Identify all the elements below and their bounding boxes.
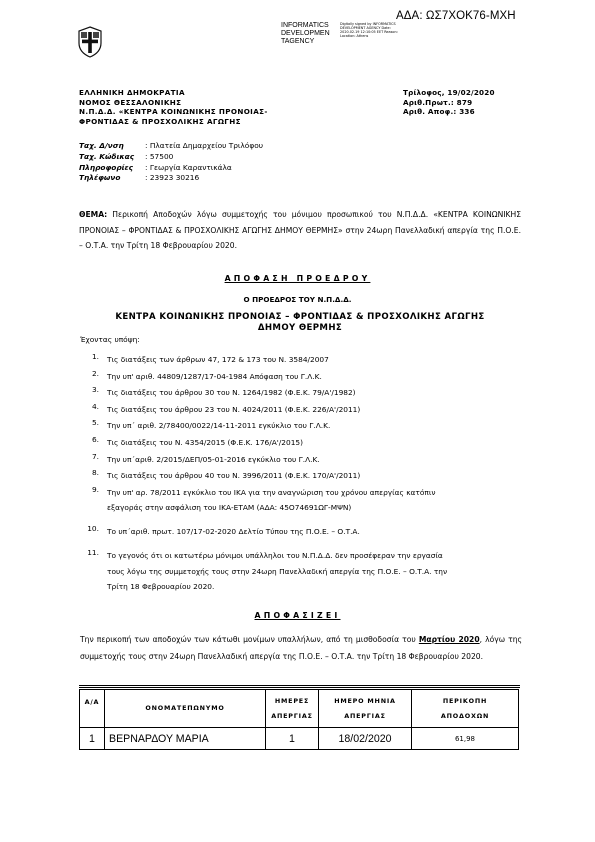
list-item: [80, 418, 525, 434]
payroll-month: Μαρτίου 2020: [418, 635, 480, 644]
list-item: [80, 524, 525, 540]
decides-title: ΑΠΟΦΑΣΙΖΕΙ: [254, 611, 341, 620]
list-number: 8.: [91, 468, 99, 478]
header-line: Ν.Π.Δ.Δ. «ΚΕΝΤΡΑ ΚΟΙΝΩΝΙΚΗΣ ΠΡΟΝΟΙΑΣ-: [79, 107, 268, 117]
cell-name: ΒΕΡΝΑΡΔΟΥ ΜΑΡΙΑ: [105, 728, 266, 750]
subject-paragraph: [79, 207, 521, 254]
list-item: [80, 369, 525, 385]
ada-code: ΑΔΑ: ΩΣ7ΧΟΚ76-ΜΧΗ: [396, 10, 516, 22]
president-title: Ο ΠΡΟΕΔΡΟΣ ΤΟΥ Ν.Π.Δ.Δ.: [243, 295, 352, 304]
contact-label: Ταχ. Κώδικας: [79, 151, 135, 161]
digital-signature-details: Digitally signed by INFORMATICS DEVELOPMENT AGENCY Date: 2020.02.19 12:10:05 EET Reason: Location: Athens: [340, 22, 398, 38]
list-item: [80, 385, 525, 401]
cell-aa: 1: [80, 728, 105, 750]
subject-label: ΘΕΜΑ:: [79, 210, 108, 219]
list-number: 1.: [91, 352, 99, 361]
signature-line: DEVELOPMEN: [281, 30, 330, 38]
header-line: ΕΛΛΗΝΙΚΗ ΔΗΜΟΚΡΑΤΙΑ: [79, 88, 185, 97]
organization-line: ΔΗΜΟΥ ΘΕΡΜΗΣ: [257, 322, 343, 333]
organization-title: [90, 312, 510, 333]
contact-value: : 23923 30216: [145, 173, 200, 183]
list-item: [80, 352, 525, 368]
col-header-aa: Α/Α: [80, 690, 105, 728]
cell-days: 1: [266, 728, 319, 750]
list-text: Τις διατάξεις του Ν. 4354/2015 (Φ.Ε.Κ. 176/Α'/2015): [107, 438, 303, 447]
decision-title: ΑΠΟΦΑΣΗ ΠΡΟΕΔΡΟΥ: [224, 274, 371, 283]
col-header-date: [319, 690, 412, 728]
decision-paragraph: [80, 631, 522, 665]
table-header-row: [80, 690, 519, 728]
greek-emblem-icon: [77, 26, 103, 58]
decision-text: Την περικοπή των αποδοχών των κάτωθι μονίμων υπαλλήλων, από τη μισθοδοσία του: [80, 635, 419, 644]
header-line: ΠΕΡΙΚΟΠΗ: [442, 696, 488, 705]
list-number: 9.: [91, 484, 99, 494]
list-number: 6.: [91, 435, 99, 444]
decision-text: , λόγω της συμμετοχής τους στην 24ωρη Πανελλαδική απεργία της Π.Ο.Ε. – Ο.Τ.Α. την Τρίτη 18 Φεβρουαρίου 2020.: [80, 635, 523, 661]
table-top-rule: [79, 685, 520, 688]
list-text: τους λόγω της συμμετοχής τους στην 24ωρη Πανελλαδική απεργία της Π.Ο.Ε. – Ο.Τ.Α. την: [107, 566, 448, 576]
list-text: Τρίτη 18 Φεβρουαρίου 2020.: [107, 582, 215, 592]
list-text: Την υπ΄αριθ. 2/2015/ΔΕΠ/05-01-2016 εγκύκλιο του Γ.Λ.Κ.: [107, 454, 320, 464]
header-line: ΗΜΕΡΕΣ: [274, 696, 310, 705]
list-text: Την υπ' αριθ. 44809/1287/17-04-1984 Απόφαση του Γ.Λ.Κ.: [107, 371, 322, 381]
deduction-table: [79, 689, 519, 750]
header-line: ΗΜΕΡΟ ΜΗΝΙΑ: [334, 696, 396, 705]
considering-label: Έχοντας υπόψη:: [80, 335, 140, 344]
list-item: [80, 452, 525, 468]
contact-value: : Γεωργία Καραντικάλα: [145, 162, 232, 172]
list-number: 7.: [91, 451, 99, 461]
contact-value: : 57500: [145, 151, 174, 161]
header-line: ΦΡΟΝΤΙΔΑΣ & ΠΡΟΣΧΟΛΙΚΗΣ ΑΓΩΓΗΣ: [79, 116, 241, 126]
header-line: ΑΠΟΔΟΧΩΝ: [440, 711, 490, 720]
list-number: 2.: [91, 368, 99, 378]
contact-label: Ταχ. Δ/νση: [79, 141, 124, 150]
subject-text: Περικοπή Αποδοχών λόγω συμμετοχής του μόνιμου προσωπικού του Ν.Π.Δ.Δ. «ΚΕΝΤΡΑ ΚΟΙΝΩΝΙΚΗΣ ΠΡΟΝΟΙΑΣ – ΦΡΟΝΤΙΔΑΣ & ΠΡΟΣΧΟΛΙΚΗΣ ΑΓΩΓΗΣ ΔΗΜΟΥ ΘΕΡΜΗΣ» στην 24ωρη Πανελλαδική απεργία της Π.Ο.Ε. – Ο.Τ.Α. την Τρίτη 18 Φεβρουαρίου 2020.: [79, 210, 521, 250]
list-item: [80, 435, 525, 451]
digital-signature-label: [281, 22, 330, 47]
protocol-info: [403, 88, 495, 117]
list-item: [80, 402, 525, 418]
list-text: Τις διατάξεις του άρθρου 30 του Ν. 1264/1982 (Φ.Ε.Κ. 79/Α'/1982): [107, 388, 356, 398]
contact-label: Τηλέφωνο: [79, 173, 121, 183]
list-number: 5.: [91, 418, 99, 428]
table-row: [80, 728, 519, 750]
cell-cut: 61,98: [412, 728, 519, 750]
list-number: 4.: [91, 401, 99, 411]
protocol-number: Αριθ.Πρωτ.: 879: [403, 97, 473, 107]
contact-value: : Πλατεία Δημαρχείου Τριλόφου: [145, 141, 264, 150]
list-text: Την υπ΄ αριθ. 2/78400/0022/14-11-2011 εγκύκλιο του Γ.Λ.Κ.: [107, 421, 331, 431]
list-item: [80, 485, 525, 516]
cell-date: 18/02/2020: [319, 728, 412, 750]
list-text: Την υπ' αρ. 78/2011 εγκύκλιο του ΙΚΑ για την αναγνώριση του χρόνου απεργίας κατόπιν: [107, 487, 436, 497]
decision-number: Αριθ. Αποφ.: 336: [403, 107, 475, 117]
list-number: 10.: [87, 524, 99, 533]
col-header-days: [266, 690, 319, 728]
list-text: Τις διατάξεις του άρθρου 23 του Ν. 4024/2011 (Φ.Ε.Κ. 226/Α'/2011): [107, 404, 361, 414]
header-line: ΝΟΜΟΣ ΘΕΣΣΑΛΟΝΙΚΗΣ: [79, 97, 182, 107]
list-number: 11.: [87, 548, 99, 557]
contact-label: Πληροφορίες: [79, 162, 134, 172]
header-line: ΑΠΕΡΓΙΑΣ: [344, 711, 386, 720]
col-header-name: ΟΝΟΜΑΤΕΠΩΝΥΜΟ: [105, 690, 266, 728]
issuer-header: [79, 88, 268, 126]
signature-line: TAGENCY: [281, 38, 315, 46]
date-line: Τρίλοφος, 19/02/2020: [403, 88, 495, 97]
list-text: εξαγοράς στην ασφάλιση του ΙΚΑ-ΕΤΑΜ (ΑΔΑ: 45Ο74691ΩΓ-ΜΨΝ): [107, 503, 352, 513]
list-text: Τις διατάξεις των άρθρων 47, 172 & 173 του Ν. 3584/2007: [107, 355, 329, 364]
list-item: [80, 548, 525, 595]
list-item: [80, 468, 525, 484]
list-text: Το υπ΄αριθ. πρωτ. 107/17-02-2020 Δελτίο Τύπου της Π.Ο.Ε. – Ο.Τ.Α.: [107, 527, 360, 536]
contact-block: [79, 141, 263, 184]
col-header-cut: [412, 690, 519, 728]
header-line: ΑΠΕΡΓΙΑΣ: [271, 711, 313, 720]
signature-line: INFORMATICS: [281, 22, 329, 29]
list-number: 3.: [91, 385, 99, 395]
list-text: Το γεγονός ότι οι κατωτέρω μόνιμοι υπάλληλοι του Ν.Π.Δ.Δ. δεν προσέφεραν την εργασία: [107, 551, 443, 560]
list-text: Τις διατάξεις του άρθρου 40 του Ν. 3996/2011 (Φ.Ε.Κ. 170/Α'/2011): [107, 471, 361, 481]
organization-line: ΚΕΝΤΡΑ ΚΟΙΝΩΝΙΚΗΣ ΠΡΟΝΟΙΑΣ – ΦΡΟΝΤΙΔΑΣ & ΠΡΟΣΧΟΛΙΚΗΣ ΑΓΩΓΗΣ: [115, 312, 485, 322]
